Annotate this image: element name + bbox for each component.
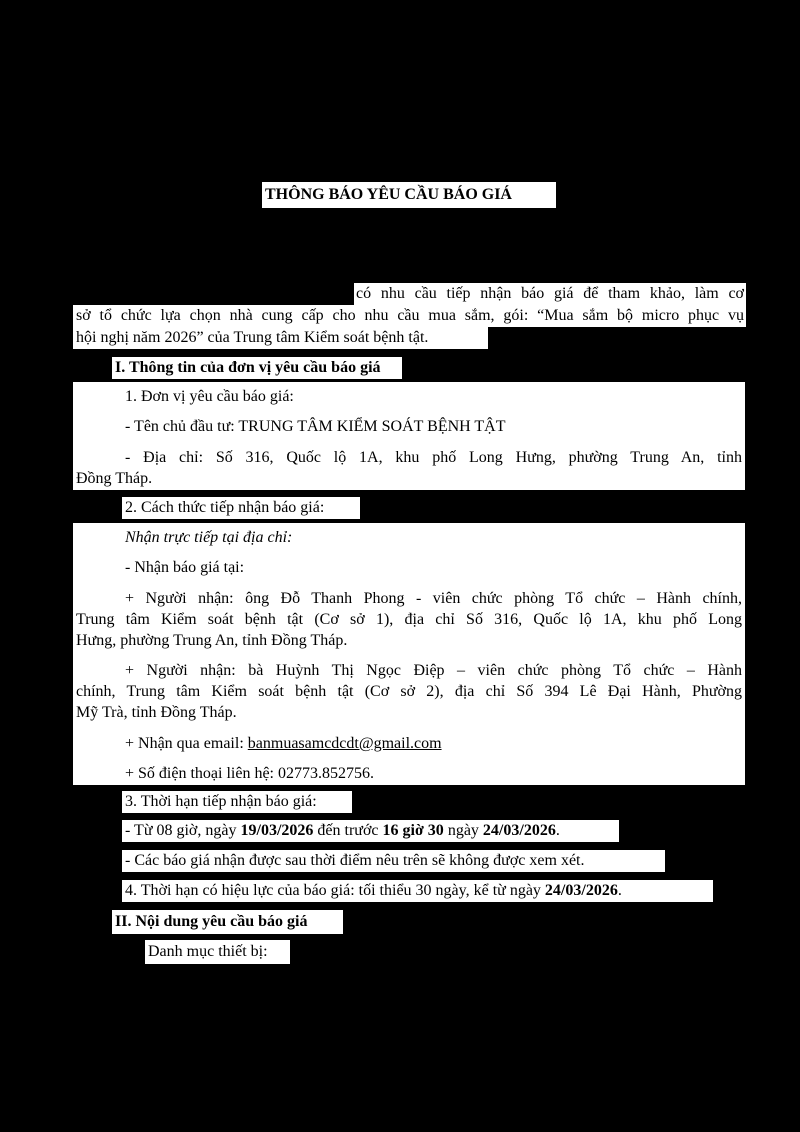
deadline-mid2: ngày — [443, 822, 483, 839]
person1-line-1: + Người nhận: ông Đỗ Thanh Phong - viên chức phòng Tổ chức – Hành chính, — [125, 590, 742, 607]
receive-at-label: - Nhận báo giá tại: — [125, 559, 245, 576]
email-label: + Nhận qua email: — [125, 735, 248, 752]
late-note: - Các báo giá nhận được sau thời điểm nêu trên sẽ không được xem xét. — [125, 852, 585, 869]
deadline-end: . — [555, 822, 560, 839]
deadline-prefix: - Từ 08 giờ, ngày — [125, 822, 241, 839]
deadline-date-end: 24/03/2026 — [482, 822, 556, 839]
person2-line-1: + Người nhận: bà Huỳnh Thị Ngọc Điệp – viên chức phòng Tổ chức – Hành — [125, 662, 742, 679]
deadline-line — [125, 821, 560, 841]
intro-line-2: sở tổ chức lựa chọn nhà cung cấp cho nhu cầu mua sắm, gói: “Mua sắm bộ micro phục vụ — [76, 307, 744, 324]
intro-line-3: hội nghị năm 2026” của Trung tâm Kiểm soát bệnh tật. — [76, 329, 429, 346]
item4-end: . — [617, 882, 622, 899]
item1-label: 1. Đơn vị yêu cầu báo giá: — [125, 388, 294, 405]
equipment-list-label: Danh mục thiết bị: — [148, 943, 268, 960]
address-line-2: Đồng Tháp. — [76, 470, 153, 487]
item4-date: 24/03/2026 — [544, 882, 618, 899]
deadline-mid: đến trước — [313, 822, 383, 839]
direct-receive-label: Nhận trực tiếp tại địa chỉ: — [125, 529, 293, 546]
address-line-1: - Địa chỉ: Số 316, Quốc lộ 1A, khu phố Long Hưng, phường Trung An, tỉnh — [125, 449, 742, 466]
deadline-time: 16 giờ 30 — [382, 822, 444, 839]
email-row — [125, 734, 442, 754]
person2-line-2: chính, Trung tâm Kiểm soát bệnh tật (Cơ sở 2), địa chỉ Số 394 Lê Đại Hành, Phường — [76, 683, 742, 700]
item4-prefix: 4. Thời hạn có hiệu lực của báo giá: tối thiểu 30 ngày, kể từ ngày — [125, 882, 545, 899]
person2-line-3: Mỹ Trà, tỉnh Đồng Tháp. — [76, 704, 237, 721]
person1-line-3: Hưng, phường Trung An, tỉnh Đồng Tháp. — [76, 632, 348, 649]
item2-label: 2. Cách thức tiếp nhận báo giá: — [125, 499, 325, 516]
section2-heading: II. Nội dung yêu cầu báo giá — [115, 913, 308, 930]
intro-line-1: có nhu cầu tiếp nhận báo giá để tham khảo, làm cơ — [356, 285, 744, 302]
email-link[interactable]: banmuasamcdcdt@gmail.com — [247, 735, 442, 752]
owner-line: - Tên chủ đầu tư: TRUNG TÂM KIỂM SOÁT BỆNH TẬT — [125, 418, 506, 435]
person1-line-2: Trung tâm Kiểm soát bệnh tật (Cơ sở 1), địa chỉ Số 316, Quốc lộ 1A, khu phố Long — [76, 611, 742, 628]
page-title: THÔNG BÁO YÊU CẦU BÁO GIÁ — [265, 186, 512, 203]
section1-heading: I. Thông tin của đơn vị yêu cầu báo giá — [115, 359, 381, 376]
phone-line: + Số điện thoại liên hệ: 02773.852756. — [125, 765, 374, 782]
item3-label: 3. Thời hạn tiếp nhận báo giá: — [125, 793, 317, 810]
deadline-date-start: 19/03/2026 — [240, 822, 314, 839]
item4-line — [125, 881, 622, 901]
